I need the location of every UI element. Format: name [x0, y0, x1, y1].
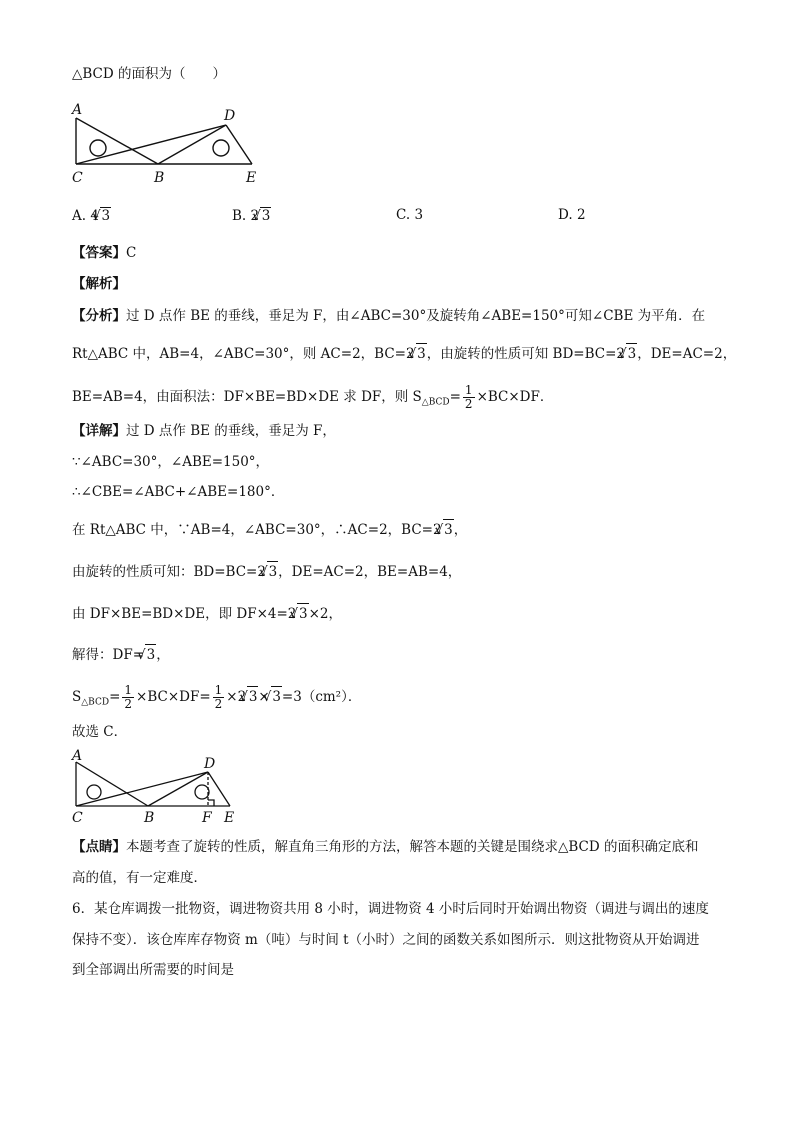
fenxi-line-1: 【分析】过 D 点作 BE 的垂线，垂足为 F，由∠ABC=30°及旋转角∠ABE=150°可知∠CBE 为平角．在 — [72, 308, 706, 324]
fenxi-line-2: Rt△ABC 中，AB=4，∠ABC=30°，则 AC=2，BC=2√ 3，由旋转的性质可知 BD=BC=2√ 3，DE=AC=2， — [72, 343, 736, 364]
triangle-hole-left — [90, 140, 106, 156]
segment-bd — [148, 772, 208, 806]
option-b[interactable]: B. 2√ 3 — [232, 207, 271, 224]
figure-2 — [66, 748, 246, 828]
triangle-hole-left — [87, 785, 101, 799]
right-angle-mark — [208, 800, 214, 806]
segment-bd — [158, 125, 226, 164]
label-a: A — [72, 748, 83, 764]
label-b: B — [154, 170, 165, 186]
figure-1 — [66, 100, 276, 190]
xiangjie-line-8: $S_{\triangle BCD}=$ $\frac{1}{2}$ ×BC×DF= $\frac{1}{2}$ ×2√ 3×√ 3=3（cm²）． — [72, 684, 361, 713]
segment-de — [226, 125, 252, 164]
label-e: E — [246, 170, 257, 186]
question-stem: △BCD 的面积为（ ） — [72, 66, 226, 82]
label-b: B — [144, 810, 155, 826]
segment-cd — [76, 772, 208, 806]
label-c: C — [72, 810, 83, 826]
xiangjie-line-4: 在 Rt△ABC 中，∵AB=4，∠ABC=30°，∴AC=2，BC=2√ 3， — [72, 519, 467, 540]
segment-ab — [76, 118, 158, 164]
fenxi-line-3: BE=AB=4，由面积法：DF×BE=BD×DE 求 DF，则 $S_{\triangle BCD}=$ $\frac{1}{2}$ ×BC×DF． — [72, 383, 554, 411]
q6-line-1: 6．某仓库调拨一批物资，调进物资共用 8 小时，调进物资 4 小时后同时开始调出物资（调进与调出的速度 — [72, 901, 709, 917]
xiangjie-line-9: 故选 C． — [72, 724, 128, 740]
triangle-hole-right — [195, 785, 209, 799]
xiangjie-line-2: ∵∠ABC=30°，∠ABE=150°， — [72, 454, 270, 470]
label-d: D — [204, 756, 216, 772]
xiangjie-line-1: 【详解】过 D 点作 BE 的垂线，垂足为 F， — [72, 423, 336, 439]
q6-line-2: 保持不变）．该仓库库存物资 m（吨）与时间 t（小时）之间的函数关系如图所示．则这批物资从开始调进 — [72, 932, 700, 948]
label-f: F — [202, 810, 212, 826]
segment-ab — [76, 762, 148, 806]
option-c[interactable]: C. 3 — [396, 207, 424, 223]
option-d[interactable]: D. 2 — [558, 207, 586, 223]
xiangjie-line-7: 解得：DF=√ 3， — [72, 644, 170, 665]
triangle-hole-right — [213, 140, 229, 156]
label-d: D — [224, 108, 236, 124]
dianjing-line-1: 【点睛】本题考查了旋转的性质，解直角三角形的方法，解答本题的关键是围绕求△BCD 的面积确定底和 — [72, 839, 699, 855]
xiangjie-line-5: 由旋转的性质可知：BD=BC=2√ 3，DE=AC=2，BE=AB=4， — [72, 561, 461, 582]
option-a[interactable]: A. 4√ 3 — [72, 207, 111, 224]
xiangjie-line-6: 由 DF×BE=BD×DE，即 DF×4=2√ 3×2， — [72, 603, 342, 624]
answer-line: 【答案】C — [72, 245, 137, 261]
segment-de — [208, 772, 230, 806]
q6-line-3: 到全部调出所需要的时间是 — [72, 962, 234, 978]
label-a: A — [72, 102, 83, 118]
label-c: C — [72, 170, 83, 186]
xiangjie-line-3: ∴∠CBE=∠ABC+∠ABE=180°． — [72, 484, 285, 500]
label-e: E — [224, 810, 235, 826]
dianjing-line-2: 高的值，有一定难度． — [72, 870, 207, 886]
analysis-heading: 【解析】 — [72, 276, 126, 292]
